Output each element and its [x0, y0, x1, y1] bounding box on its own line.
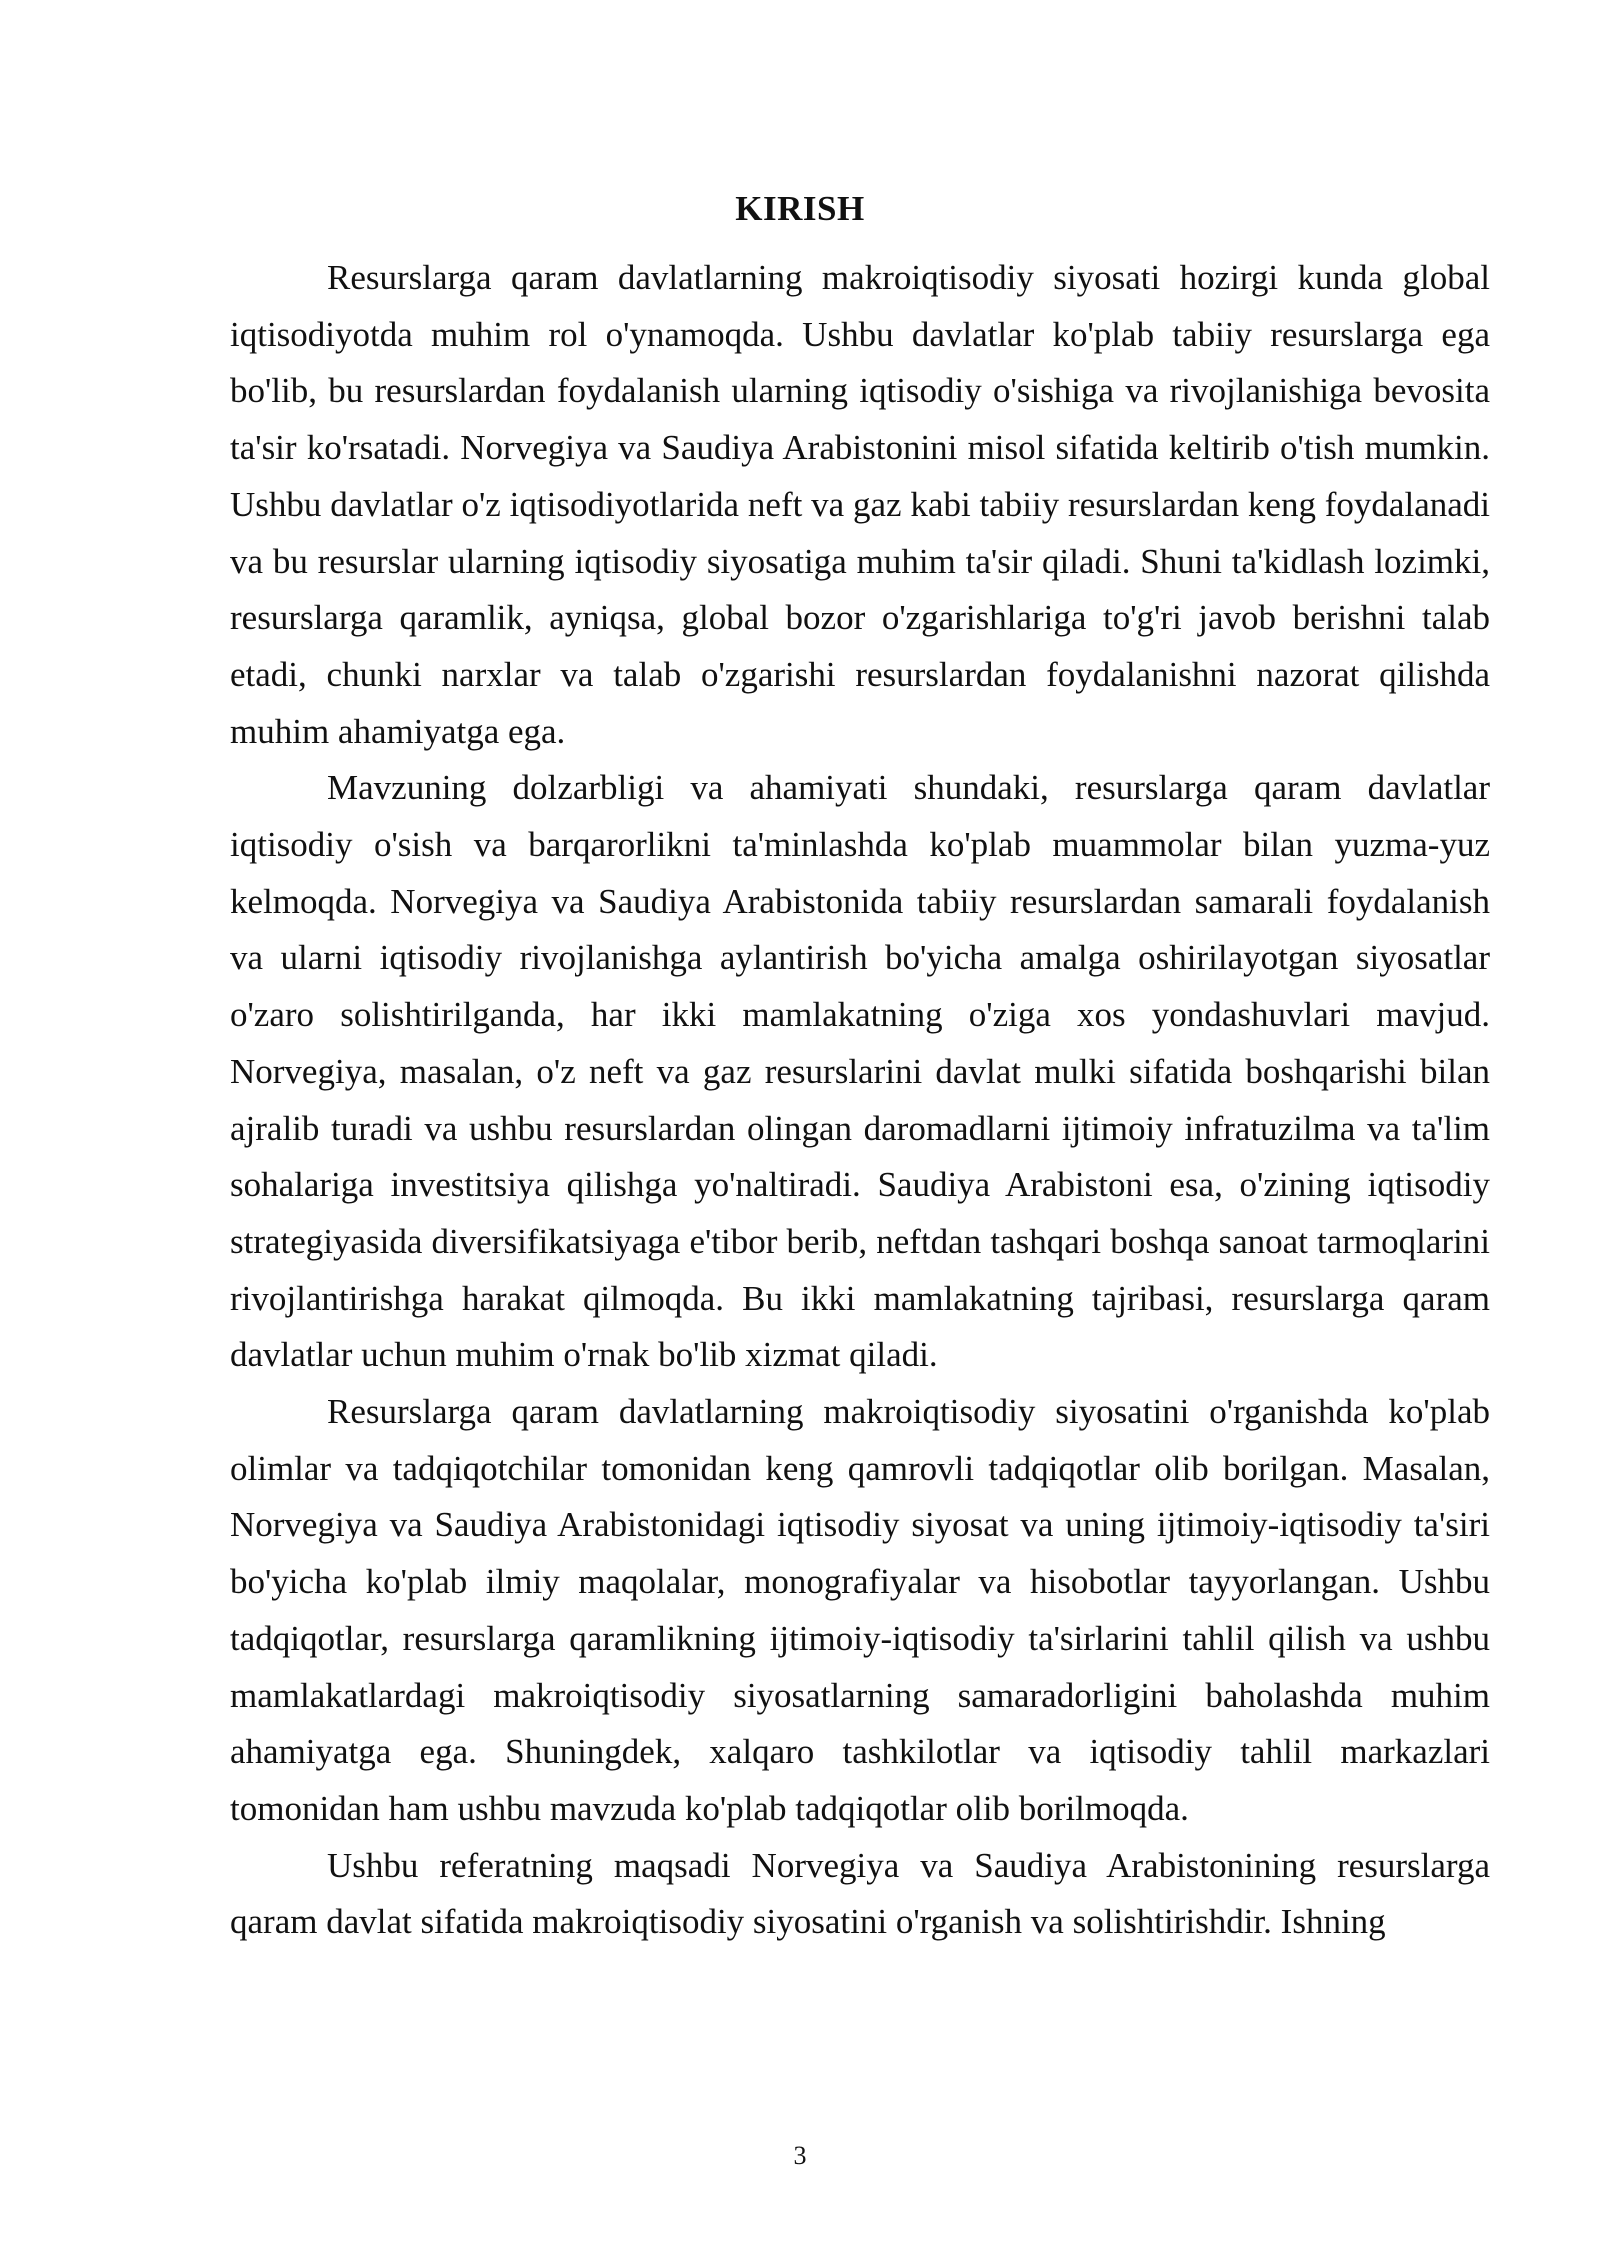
paragraph-1: Resurslarga qaram davlatlarning makroiqtisodiy siyosati hozirgi kunda global iqtisodiyotda muhim rol o'ynamoqda. Ushbu davlatlar ko'plab tabiiy resurslarga ega bo'lib, bu resurslardan foydalanish ularning iqtisodiy o'sishiga va rivojlanishiga bevosita ta'sir ko'rsatadi. Norvegiya va Saudiya Arabistonini misol sifatida keltirib o'tish mumkin. Ushbu davlatlar o'z iqtisodiyotlarida neft va gaz kabi tabiiy resurslardan keng foydalanadi va bu resurslar ularning iqtisodiy siyosatiga muhim ta'sir qiladi. Shuni ta'kidlash lozimki, resurslarga qaramlik, ayniqsa, global bozor o'zgarishlariga to'g'ri javob berishni talab etadi, chunki narxlar va talab o'zgarishi resurslardan foydalanishni nazorat qilishda muhim ahamiyatga ega. [230, 258, 1490, 751]
page-number: 3 [793, 2141, 807, 2170]
paragraph-2: Mavzuning dolzarbligi va ahamiyati shundaki, resurslarga qaram davlatlar iqtisodiy o'sish va barqarorlikni ta'minlashda ko'plab muammolar bilan yuzma-yuz kelmoqda. Norvegiya va Saudiya Arabistonida tabiiy resurslardan samarali foydalanish va ularni iqtisodiy rivojlanishga aylantirish bo'yicha amalga oshirilayotgan siyosatlar o'zaro solishtirilganda, har ikki mamlakatning o'ziga xos yondashuvlari mavjud. Norvegiya, masalan, o'z neft va gaz resurslarini davlat mulki sifatida boshqarishi bilan ajralib turadi va ushbu resurslardan olingan daromadlarni ijtimoiy infratuzilma va ta'lim sohalariga investitsiya qilishga yo'naltiradi. Saudiya Arabistoni esa, o'zining iqtisodiy strategiyasida diversifikatsiyaga e'tibor berib, neftdan tashqari boshqa sanoat tarmoqlarini rivojlantirishga harakat qilmoqda. Bu ikki mamlakatning tajribasi, resurslarga qaram davlatlar uchun muhim o'rnak bo'lib xizmat qiladi. [230, 768, 1490, 1375]
paragraph-4: Ushbu referatning maqsadi Norvegiya va Saudiya Arabistonining resurslarga qaram davlat sifatida makroiqtisodiy siyosatini o'rganish va solishtirishdir. Ishning [230, 1845, 1490, 1942]
paragraph-3: Resurslarga qaram davlatlarning makroiqtisodiy siyosatini o'rganishda ko'plab olimlar va tadqiqotchilar tomonidan keng qamrovli tadqiqotlar olib borilgan. Masalan, Norvegiya va Saudiya Arabistonidagi iqtisodiy siyosat va uning ijtimoiy-iqtisodiy ta'siri bo'yicha ko'plab ilmiy maqolalar, monografiyalar va hisobotlar tayyorlangan. Ushbu tadqiqotlar, resurslarga qaramlikning ijtimoiy-iqtisodiy ta'sirlarini tahlil qilish va ushbu mamlakatlardagi makroiqtisodiy siyosatlarning samaradorligini baholashda muhim ahamiyatga ega. Shuningdek, xalqaro tashkilotlar va iqtisodiy tahlil markazlari tomonidan ham ushbu mavzuda ko'plab tadqiqotlar olib borilmoqda. [230, 1392, 1490, 1828]
body-text [230, 250, 1490, 1951]
section-heading: KIRISH [735, 189, 865, 229]
